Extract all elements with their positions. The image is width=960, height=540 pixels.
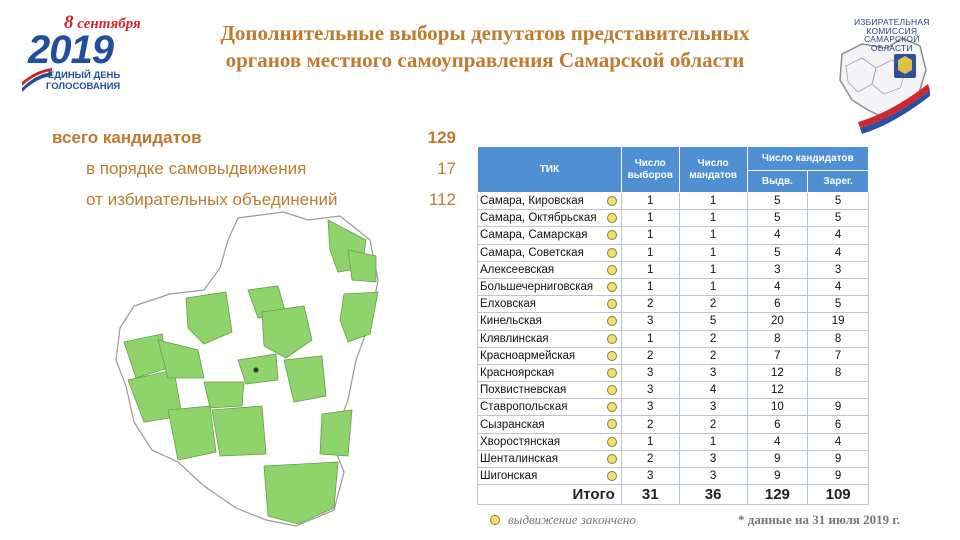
tik-name-cell (478, 261, 622, 278)
table-row (478, 210, 869, 227)
tik-name-cell (478, 450, 622, 467)
logo-date-month: сентября (77, 16, 141, 32)
mandates-cell: 1 (679, 227, 747, 244)
tik-name-label: Кинельская (480, 315, 542, 328)
mandates-cell: 3 (679, 364, 747, 381)
commission-logo (832, 14, 934, 138)
tik-name-label: Елховская (480, 298, 537, 311)
tik-name-cell (478, 296, 622, 313)
table-row (478, 244, 869, 261)
map-district-klyavlinsky (348, 250, 376, 282)
page-title-line2: органов местного самоуправления Самарской области (225, 48, 745, 72)
nominated-cell: 3 (747, 261, 808, 278)
header-mandates-line2: мандатов (689, 169, 737, 181)
nominated-cell: 7 (747, 347, 808, 364)
table-row (478, 330, 869, 347)
elections-cell: 2 (621, 416, 679, 433)
nominated-cell: 9 (747, 468, 808, 485)
map-district-bolshechernigovsky (264, 462, 338, 524)
nominated-cell: 5 (747, 210, 808, 227)
status-dot-icon (607, 299, 617, 309)
table-row (478, 382, 869, 399)
tik-name-cell (478, 399, 622, 416)
elections-cell: 1 (621, 261, 679, 278)
logo-year: 2019 (28, 28, 113, 72)
status-dot-icon (607, 230, 617, 240)
status-dot-icon (607, 368, 617, 378)
tik-name-label: Сызранская (480, 418, 545, 431)
registered-cell: 8 (808, 330, 869, 347)
table-row (478, 313, 869, 330)
commission-name (854, 18, 930, 52)
mandates-cell: 1 (679, 433, 747, 450)
elections-cell: 3 (621, 468, 679, 485)
elections-cell: 1 (621, 433, 679, 450)
tik-table (477, 146, 869, 505)
registered-cell: 4 (808, 278, 869, 295)
tik-name-cell (478, 210, 622, 227)
tik-table-wrap (477, 146, 869, 505)
registered-cell: 4 (808, 244, 869, 261)
tik-name-cell (478, 313, 622, 330)
header-nominated: Выдв. (747, 171, 808, 193)
mandates-cell: 1 (679, 244, 747, 261)
status-dot-icon (607, 265, 617, 275)
header-mandates (679, 147, 747, 193)
tik-name-cell (478, 193, 622, 210)
nominated-cell: 12 (747, 382, 808, 399)
header-registered: Зарег. (808, 171, 869, 193)
mandates-cell: 2 (679, 296, 747, 313)
status-dot-icon (607, 248, 617, 258)
tik-name-label: Клявлинская (480, 332, 549, 345)
logo-caption-line1: ЕДИНЫЙ ДЕНЬ (47, 70, 121, 81)
elections-cell: 3 (621, 399, 679, 416)
map-district-krasnoarmeysky (212, 406, 266, 456)
tik-name-cell (478, 330, 622, 347)
table-row (478, 364, 869, 381)
elections-cell: 3 (621, 313, 679, 330)
nominated-cell: 6 (747, 296, 808, 313)
header-tik: ТИК (478, 147, 622, 193)
total-nominated: 129 (747, 485, 808, 505)
tik-name-label: Самара, Советская (480, 246, 584, 259)
elections-cell: 1 (621, 278, 679, 295)
table-row (478, 433, 869, 450)
registered-cell: 3 (808, 261, 869, 278)
commission-line1: ИЗБИРАТЕЛЬНАЯ (854, 17, 930, 27)
tik-name-label: Шигонская (480, 470, 538, 483)
status-dot-icon (607, 402, 617, 412)
mandates-cell: 2 (679, 330, 747, 347)
registered-cell: 8 (808, 364, 869, 381)
mandates-cell: 2 (679, 347, 747, 364)
legend (490, 512, 636, 528)
tik-name-label: Большечерниговская (480, 281, 594, 294)
commission-line4: ОБЛАСТИ (870, 42, 913, 53)
status-dot-icon (607, 471, 617, 481)
mandates-cell: 2 (679, 416, 747, 433)
mandates-cell: 3 (679, 450, 747, 467)
commission-line3: САМАРСКОЙ (864, 34, 920, 44)
tik-name-label: Красноярская (480, 366, 555, 379)
elections-cell: 2 (621, 347, 679, 364)
map-district-bezenchuksky (204, 382, 244, 408)
stat-party-label: от избирательных объединений (86, 189, 338, 209)
elections-cell: 1 (621, 193, 679, 210)
status-dot-icon (607, 196, 617, 206)
tik-name-label: Хворостянская (480, 435, 561, 448)
nominated-cell: 4 (747, 278, 808, 295)
map-district-alekseevsky (320, 410, 352, 456)
candidate-stats (52, 122, 456, 215)
registered-cell: 5 (808, 296, 869, 313)
tik-name-label: Шенталинская (480, 452, 558, 465)
status-dot-icon (607, 213, 617, 223)
tik-name-label: Самара, Октябрьская (480, 212, 597, 225)
header-elections (621, 147, 679, 193)
table-row (478, 347, 869, 364)
logo-caption (46, 70, 120, 92)
tik-name-cell (478, 364, 622, 381)
stat-total-label: всего кандидатов (52, 127, 202, 147)
registered-cell: 7 (808, 347, 869, 364)
table-row (478, 278, 869, 295)
elections-cell: 1 (621, 330, 679, 347)
nominated-cell: 4 (747, 227, 808, 244)
header-candidates: Число кандидатов (747, 147, 868, 171)
mandates-cell: 5 (679, 313, 747, 330)
stat-party-value: 112 (428, 189, 456, 209)
election-day-logo (22, 8, 142, 98)
status-dot-icon (607, 454, 617, 464)
tik-table-body (478, 193, 869, 485)
tik-name-label: Красноармейская (480, 349, 576, 362)
registered-cell: 4 (808, 433, 869, 450)
status-dot-icon (607, 437, 617, 447)
table-row (478, 261, 869, 278)
status-dot-icon (607, 316, 617, 326)
status-dot-icon (607, 385, 617, 395)
stat-total (52, 122, 456, 153)
total-mandates: 36 (679, 485, 747, 505)
total-label: Итого (478, 485, 622, 505)
nominated-cell: 20 (747, 313, 808, 330)
elections-cell: 2 (621, 296, 679, 313)
mandates-cell: 3 (679, 468, 747, 485)
stat-self-label: в порядке самовыдвижения (86, 158, 307, 178)
mandates-cell: 1 (679, 278, 747, 295)
nominated-cell: 9 (747, 450, 808, 467)
total-registered: 109 (808, 485, 869, 505)
mandates-cell: 1 (679, 210, 747, 227)
commission-line2: КОМИССИЯ (866, 25, 918, 36)
nominated-cell: 5 (747, 244, 808, 261)
table-row (478, 296, 869, 313)
registered-cell: 9 (808, 450, 869, 467)
nominated-cell: 12 (747, 364, 808, 381)
registered-cell: 19 (808, 313, 869, 330)
logo-caption-line2: ГОЛОСОВАНИЯ (46, 81, 121, 92)
region-map (108, 210, 408, 530)
legend-label: выдвижение закончено (508, 512, 636, 527)
tik-name-label: Похвистневская (480, 384, 567, 397)
status-dot-icon (607, 419, 617, 429)
registered-cell: 5 (808, 193, 869, 210)
nominated-cell: 4 (747, 433, 808, 450)
mandates-cell: 3 (679, 399, 747, 416)
status-dot-icon (607, 351, 617, 361)
logo-date-day: 8 (64, 12, 74, 33)
registered-cell: 9 (808, 399, 869, 416)
elections-cell: 2 (621, 450, 679, 467)
stat-total-value: 129 (427, 127, 456, 147)
tik-name-cell (478, 468, 622, 485)
data-date-footnote: * данные на 31 июля 2019 г. (738, 512, 901, 527)
table-row (478, 399, 869, 416)
status-dot-icon (607, 282, 617, 292)
registered-cell: 5 (808, 210, 869, 227)
tik-name-cell (478, 227, 622, 244)
table-row (478, 468, 869, 485)
header-elections-line1: Число (634, 157, 666, 169)
table-total-row (478, 485, 869, 505)
page-title (160, 20, 810, 74)
status-dot-icon (607, 334, 617, 344)
registered-cell (808, 382, 869, 399)
table-row (478, 450, 869, 467)
nominated-cell: 8 (747, 330, 808, 347)
map-district-pokhvistnevsky (340, 292, 378, 342)
table-row (478, 416, 869, 433)
tik-name-label: Ставропольская (480, 401, 568, 414)
tik-name-label: Самара, Кировская (480, 195, 584, 208)
total-elections: 31 (621, 485, 679, 505)
elections-cell: 1 (621, 244, 679, 261)
tik-name-cell (478, 416, 622, 433)
table-row (478, 193, 869, 210)
elections-cell: 1 (621, 227, 679, 244)
registered-cell: 4 (808, 227, 869, 244)
mandates-cell: 4 (679, 382, 747, 399)
registered-cell: 9 (808, 468, 869, 485)
elections-cell: 1 (621, 210, 679, 227)
tik-name-label: Алексеевская (480, 263, 555, 276)
mandates-cell: 1 (679, 261, 747, 278)
tik-name-cell (478, 244, 622, 261)
nominated-cell: 10 (747, 399, 808, 416)
stat-self-value: 17 (437, 158, 456, 178)
status-dot-icon (490, 515, 500, 525)
tik-name-cell (478, 382, 622, 399)
tik-name-cell (478, 278, 622, 295)
stat-self-nominated (52, 153, 456, 184)
elections-cell: 3 (621, 364, 679, 381)
page-title-line1: Дополнительные выборы депутатов представительных (220, 21, 750, 45)
map-city-samara-dot (254, 368, 259, 373)
nominated-cell: 5 (747, 193, 808, 210)
mandates-cell: 1 (679, 193, 747, 210)
tik-name-cell (478, 347, 622, 364)
tik-name-cell (478, 433, 622, 450)
header-elections-line2: выборов (627, 169, 673, 181)
elections-cell: 3 (621, 382, 679, 399)
tik-name-label: Самара, Самарская (480, 229, 588, 242)
nominated-cell: 6 (747, 416, 808, 433)
table-row (478, 227, 869, 244)
header-mandates-line1: Число (697, 157, 729, 169)
registered-cell: 6 (808, 416, 869, 433)
